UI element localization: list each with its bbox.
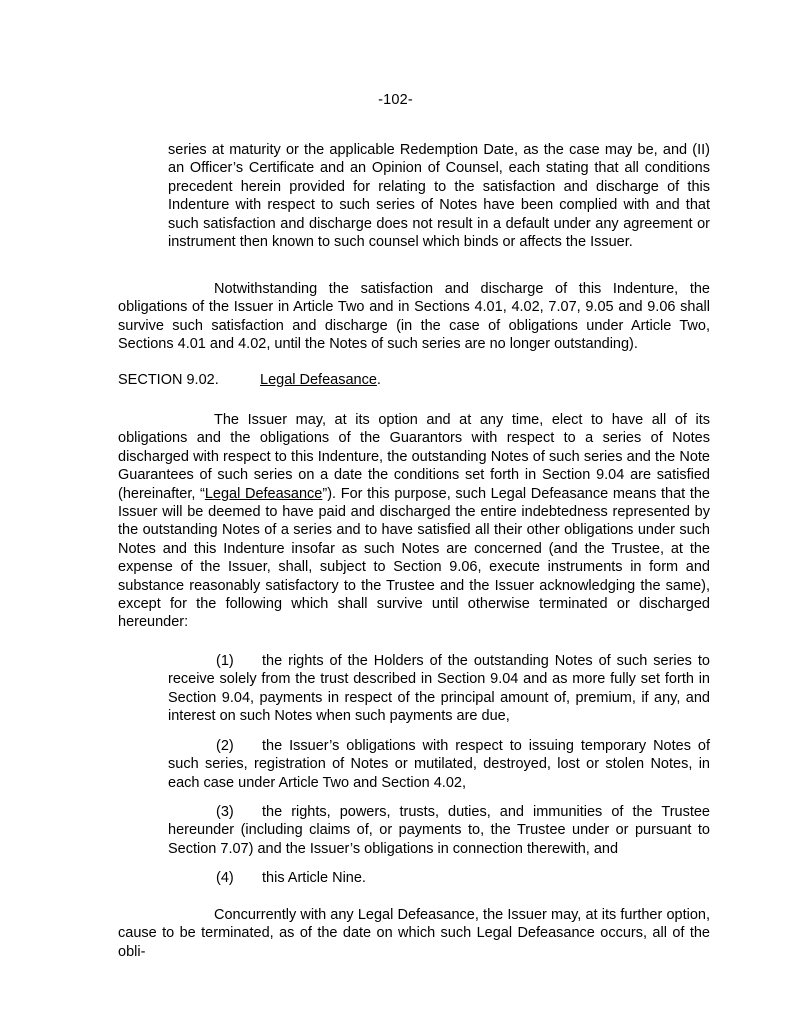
- list-item: [168, 737, 710, 792]
- legal-defeasance-defined-term: Legal Defeasance: [204, 485, 323, 502]
- continuation-paragraph: series at maturity or the applicable Redemption Date, as the case may be, and (II) an Officer’s Certificate and an Opinion of Counsel, each stating that all conditions precedent herein provided for relating to the satisfaction and discharge of this Indenture with respect to such series of Notes have been complied with and that such satisfaction and discharge does not result in a default under any agreement or instrument then known to such counsel which binds or affects the Issuer.: [168, 142, 710, 251]
- section-title-period: .: [376, 372, 381, 388]
- notwithstanding-paragraph: Notwithstanding the satisfaction and discharge of this Indenture, the obligations of the Issuer in Article Two and in Sections 4.01, 4.02, 7.07, 9.05 and 9.06 shall survive such satisfaction and discharge (in the case of obligations under Article Two, Sections 4.01 and 4.02, until the Notes of such series are no longer outstanding).: [118, 281, 710, 353]
- concurrently-paragraph: Concurrently with any Legal Defeasance, the Issuer may, at its further option, cause to be terminated, as of the date on which such Legal Defeasance occurs, all of the obli-: [118, 907, 710, 960]
- section-heading: [118, 371, 381, 389]
- legal-defeasance-text-after: ”). For this purpose, such Legal Defeasance means that the Issuer will be deemed to have paid and discharged the entire indebtedness represented by the outstanding Notes of a series and to have satisfied all their other obligations under such Notes and this Indenture insofar as such Notes are concerned (and the Trustee, at the expense of the Issuer, shall, subject to Section 9.06, execute instruments in form and substance reasonably satisfactory to the Trustee and the Issuer acknowledging the same), except for the following which shall survive until otherwise terminated or discharged hereunder:: [118, 485, 710, 631]
- list-item: [168, 803, 710, 858]
- list-item-text: the rights of the Holders of the outstanding Notes of such series to receive solely from the trust described in Section 9.04 and as more fully set forth in Section 9.04, payments in respect of the principal amount of, premium, if any, and interest on such Notes when such payments are due,: [168, 653, 710, 725]
- list-item: [168, 652, 710, 726]
- list-item-number: (1): [216, 653, 234, 669]
- list-item-text: the Issuer’s obligations with respect to issuing temporary Notes of such series, registration of Notes or mutilated, destroyed, lost or stolen Notes, in each case under Article Two and Section 4.02,: [168, 738, 710, 791]
- list-item-number: (2): [216, 738, 234, 754]
- section-title: Legal Defeasance: [260, 372, 377, 388]
- list-item-number: (4): [216, 870, 234, 886]
- list-item-text: the rights, powers, trusts, duties, and immunities of the Trustee hereunder (including claims of, or payments to, the Trustee under or pursuant to Section 7.07) and the Issuer’s obligations in connection therewith, and: [168, 804, 710, 857]
- legal-defeasance-text-before: The Issuer may, at its option and at any time, elect to have all of its obligations and the obligations of the Guarantors with respect to a series of Notes discharged with respect to this Indenture, the outstanding Notes of such series and the Note Guarantees of such series on a date the conditions set forth in Section 9.04 are satisfied (hereinafter, “: [118, 412, 710, 502]
- list-item-number: (3): [216, 804, 234, 820]
- legal-defeasance-paragraph: [118, 411, 710, 632]
- section-number: SECTION 9.02.: [118, 372, 219, 388]
- page-number: -102-: [378, 92, 413, 108]
- list-item: [168, 869, 710, 887]
- list-item-text: this Article Nine.: [262, 870, 366, 886]
